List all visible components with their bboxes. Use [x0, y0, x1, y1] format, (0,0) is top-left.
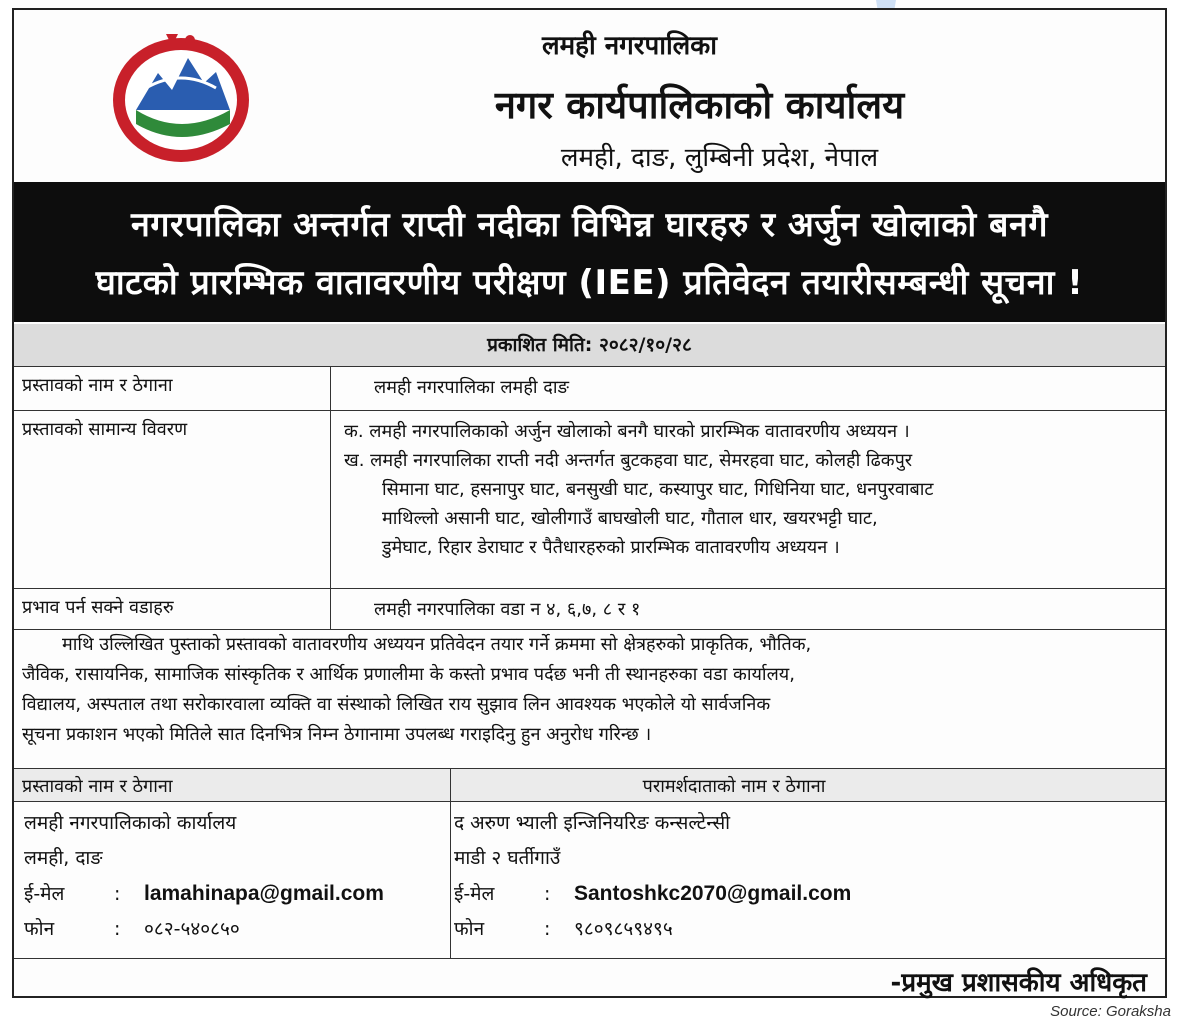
proposer-address: लमही, दाङ — [24, 847, 103, 869]
proposer-name: लमही नगरपालिकाको कार्यालय — [24, 812, 237, 834]
proposer-heading: प्रस्तावको नाम र ठेगाना — [22, 776, 173, 797]
notice-paragraph — [22, 630, 1157, 750]
description-line: माथिल्लो असानी घाट, खोलीगाउँ बाघखोली घाट, गौताल धार, खयरभट्टी घाट, — [382, 508, 878, 529]
published-date: प्रकाशित मिति: २०८२/१०/२८ — [14, 324, 1165, 366]
description-line: डुमेघाट, रिहार डेराघाट र पैतैधारहरुको प्रारम्भिक वातावरणीय अध्ययन । — [382, 537, 840, 558]
consultant-heading: परामर्शदाताको नाम र ठेगाना — [642, 776, 826, 797]
signature-row — [14, 958, 1165, 999]
notice-title-line-1: नगरपालिका अन्तर्गत राप्ती नदीका विभिन्न घारहरु र अर्जुन खोलाको बनगै — [130, 205, 1048, 245]
notice-header — [14, 10, 1165, 180]
consultant-address: माडी २ घर्तीगाउँ — [454, 847, 561, 869]
paragraph-line: जैविक, रासायनिक, सामाजिक सांस्कृतिक र आर्थिक प्रणालीमा के कस्तो प्रभाव पर्दछ भनी ती स्थानहरुका वडा कार्यालय, — [22, 664, 795, 685]
table-row — [14, 366, 1165, 411]
office-name: नगर कार्यपालिकाको कार्यालय — [494, 83, 905, 127]
consultant-contact — [454, 806, 1154, 947]
paragraph-line: सूचना प्रकाशन भएको मितिले सात दिनभित्र निम्न ठेगानामा उपलब्ध गराइदिनु हुन अनुरोध गरिन्छ । — [22, 724, 652, 745]
proposer-email-row: ई-मेल : lamahinapa@gmail.com — [24, 876, 444, 912]
contacts-divider — [450, 768, 451, 958]
contacts-header — [14, 768, 1165, 802]
paragraph-line: माथि उल्लिखित पुस्ताको प्रस्तावको वातावरणीय अध्ययन प्रतिवेदन तयार गर्ने क्रममा सो क्षेत्रहरुको प्राकृतिक, भौतिक, — [62, 634, 812, 655]
row-label: प्रस्तावको नाम र ठेगाना — [22, 375, 173, 396]
description-line: ख. लमही नगरपालिका राप्ती नदी अन्तर्गत बुटकहवा घाट, सेमरहवा घाट, कोलही ढिकपुर — [344, 450, 913, 471]
proposer-phone: ०८२-५४०८५० — [144, 918, 240, 940]
row-label: प्रस्तावको सामान्य विवरण — [22, 419, 188, 440]
column-divider — [330, 411, 331, 589]
description-line: सिमाना घाट, हसनापुर घाट, बनसुखी घाट, कस्यापुर घाट, गिधिनिया घाट, धनपुरवाबाट — [382, 479, 934, 500]
row-description — [344, 417, 1155, 562]
table-row — [14, 410, 1165, 589]
email-label: ई-मेल — [454, 883, 495, 905]
column-divider — [330, 367, 331, 411]
row-label: प्रभाव पर्न सक्ने वडाहरु — [22, 597, 174, 618]
table-row — [14, 588, 1165, 630]
consultant-phone-row: फोन : ९८०९८५९४९५ — [454, 912, 1154, 947]
notice-title-line-2: घाटको प्रारम्भिक वातावरणीय परीक्षण (IEE) प्रतिवेदन तयारीसम्बन्धी सूचना ! — [95, 263, 1084, 303]
row-value: लमही नगरपालिका वडा न ४, ६,७, ८ र १ — [374, 599, 641, 620]
proposer-email[interactable]: lamahinapa@gmail.com — [144, 882, 384, 905]
notice-sheet — [12, 8, 1167, 998]
row-value: लमही नगरपालिका लमही दाङ — [374, 377, 569, 398]
consultant-email-row: ई-मेल : Santoshkc2070@gmail.com — [454, 876, 1154, 912]
column-divider — [330, 589, 331, 629]
description-line: क. लमही नगरपालिकाको अर्जुन खोलाको बनगै घारको प्रारम्भिक वातावरणीय अध्ययन । — [344, 421, 910, 442]
phone-label: फोन — [454, 918, 485, 940]
org-name: लमही नगरपालिका — [541, 31, 718, 61]
source-credit: Source: Goraksha — [1050, 1003, 1171, 1020]
proposer-contact — [24, 806, 444, 947]
consultant-name: द अरुण भ्याली इन्जिनियरिङ कन्सल्टेन्सी — [454, 812, 731, 834]
signatory-title: -प्रमुख प्रशासकीय अधिकृत — [890, 968, 1147, 998]
email-label: ई-मेल — [24, 883, 65, 905]
phone-label: फोन — [24, 918, 55, 940]
proposer-phone-row: फोन : ०८२-५४०८५० — [24, 912, 444, 947]
notice-title-banner — [14, 182, 1165, 322]
consultant-email[interactable]: Santoshkc2070@gmail.com — [574, 882, 852, 905]
office-address: लमही, दाङ, लुम्बिनी प्रदेश, नेपाल — [560, 143, 879, 173]
consultant-phone: ९८०९८५९४९५ — [574, 918, 673, 940]
paragraph-line: विद्यालय, अस्पताल तथा सरोकारवाला व्यक्ति वा संस्थाको लिखित राय सुझाव लिन आवश्यक भएकोले यो सार्वजनिक — [22, 694, 771, 715]
